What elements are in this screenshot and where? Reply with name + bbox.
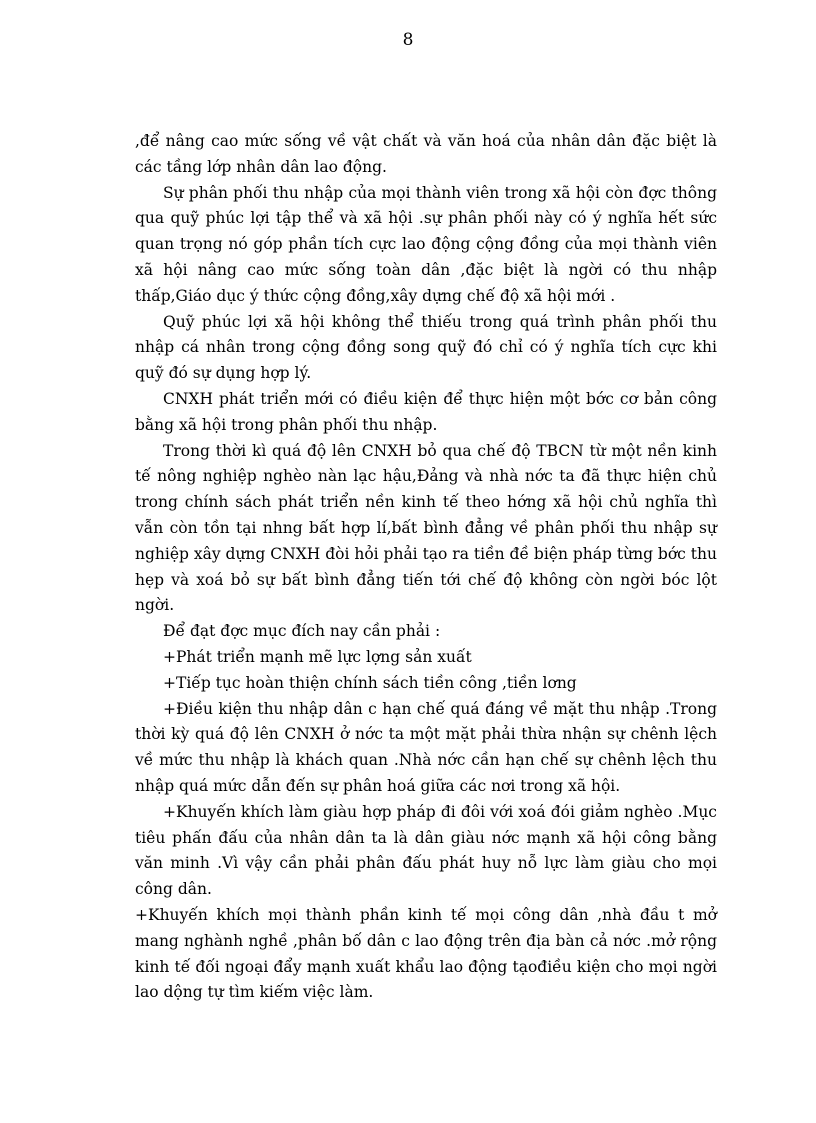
- paragraph: Sự phân phối thu nhập của mọi thành viên trong xã hội còn đợc thông qua quỹ phúc lợi tập thể và xã hội .sự phân phối này có ý nghĩa hết sức quan trọng nó góp phần tích cực lao động cộng đồng của mọi thành viên xã hội nâng cao mức sống toàn dân ,đặc biệt là ngời có thu nhập thấp,Giáo dục ý thức cộng đồng,xây dựng chế độ xã hội mới .: [135, 183, 717, 305]
- list-item: +Phát triển mạnh mẽ lực lợng sản xuất: [163, 647, 472, 666]
- list-item: +Khuyến khích mọi thành phần kinh tế mọi công dân ,nhà đầu t mở mang nghành nghề ,phân bố dân c lao động trên địa bàn cả nớc .mở rộng kinh tế đối ngoại đẩy mạnh xuất khẩu lao động tạođiều kiện cho mọi ngời lao dộng tự tìm kiếm việc làm.: [135, 905, 717, 1002]
- list-item: +Điều kiện thu nhập dân c hạn chế quá đáng về mặt thu nhập .Trong thời kỳ quá độ lên CNXH ở nớc ta một mặt phải thừa nhận sự chênh lệch về mức thu nhập là khách quan .Nhà nớc cần hạn chế sự chênh lệch thu nhập quá mức dẫn đến sự phân hoá giữa các nơi trong xã hội.: [135, 699, 717, 795]
- paragraph: Trong thời kì quá độ lên CNXH bỏ qua chế độ TBCN từ một nền kinh tế nông nghiệp nghèo nàn lạc hậu,Đảng và nhà nớc ta đã thực hiện chủ trong chính sách phát triển nền kinh tế theo hớng xã hội chủ nghĩa thì vẫn còn tồn tại nhng bất hợp lí,bất bình đẳng về phân phối thu nhập sự nghiệp xây dựng CNXH đòi hỏi phải tạo ra tiền đề biện pháp từng bớc thu hẹp và xoá bỏ sự bất bình đẳng tiến tới chế độ không còn ngời bóc lột ngời.: [135, 441, 717, 615]
- page-number: 8: [402, 30, 414, 50]
- paragraph: CNXH phát triển mới có điều kiện để thực hiện một bớc cơ bản công bằng xã hội trong phân phối thu nhập.: [135, 389, 717, 434]
- paragraph: ,để nâng cao mức sống về vật chất và văn hoá của nhân dân đặc biệt là các tầng lớp nhân dân lao động.: [135, 132, 717, 176]
- list-item: +Khuyến khích làm giàu hợp pháp đi đôi với xoá đói giảm nghèo .Mục tiêu phấn đấu của nhân dân ta là dân giàu nớc mạnh xã hội công bằng văn minh .Vì vậy cần phải phân đấu phát huy nỗ lực làm giàu cho mọi công dân.: [135, 802, 717, 899]
- body-text: [135, 129, 717, 1006]
- paragraph: Quỹ phúc lợi xã hội không thể thiếu trong quá trình phân phối thu nhập cá nhân trong cộng đồng song quỹ đó chỉ có ý nghĩa tích cực khi quỹ đó sự dụng hợp lý.: [135, 312, 717, 383]
- list-item: +Tiếp tục hoàn thiện chính sách tiền công ,tiền lơng: [163, 673, 577, 692]
- paragraph: Để đạt đợc mục đích nay cần phải :: [163, 622, 441, 641]
